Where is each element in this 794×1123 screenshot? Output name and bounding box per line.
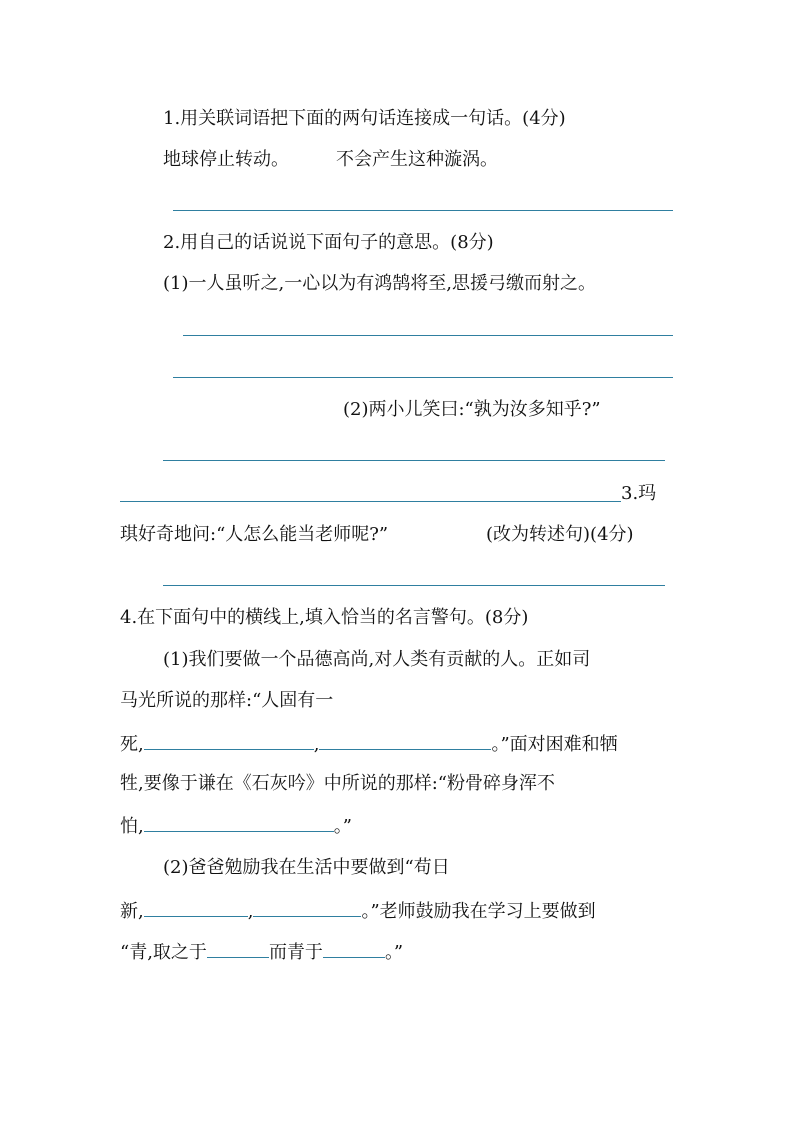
q4-p2-line3-mid: 而青于 — [268, 942, 323, 963]
q4-p1-line1: (1)我们要做一个品德高尚,对人类有贡献的人。正如司 — [163, 649, 591, 670]
q1-title: 1.用关联词语把下面的两句话连接成一句话。(4分) — [163, 108, 566, 129]
q4-p2-line2-start: 新, — [120, 901, 144, 922]
q2-sub1: (1)一人虽听之,一心以为有鸿鹄将至,思援弓缴而射之。 — [163, 273, 596, 294]
q4-p2-line3 — [120, 939, 403, 965]
q3-number: 3.玛 — [621, 483, 657, 504]
q4-p2-line1: (2)爸爸勉励我在生活中要做到“苟日 — [163, 857, 450, 878]
q1-sentence-a: 地球停止转动。 — [163, 149, 289, 170]
q2-sub2-answer-line-1[interactable] — [163, 460, 665, 461]
q4-p2-line2 — [120, 898, 596, 924]
q1-sentence-b: 不会产生这种漩涡。 — [336, 149, 498, 170]
blank-3[interactable] — [144, 813, 334, 832]
q4-p1-line2: 马光所说的那样:“人固有一 — [120, 690, 334, 711]
q4-p1-line3-start: 死, — [120, 734, 144, 755]
blank-1[interactable] — [144, 731, 314, 750]
blank-6[interactable] — [207, 939, 269, 958]
q2-sub1-answer-line-1[interactable] — [183, 335, 673, 336]
q4-p1-line3 — [120, 731, 618, 757]
q4-title: 4.在下面句中的横线上,填入恰当的名言警句。(8分) — [120, 607, 529, 628]
q1-answer-line[interactable] — [173, 210, 673, 211]
blank-5[interactable] — [253, 898, 361, 917]
q2-title: 2.用自己的话说说下面句子的意思。(8分) — [163, 232, 494, 253]
q2-sub2: (2)两小儿笑曰:“孰为汝多知乎?” — [343, 399, 601, 420]
q4-p2-line2-end: 。”老师鼓励我在学习上要做到 — [361, 901, 596, 922]
q4-p1-line4: 牲,要像于谦在《石灰吟》中所说的那样:“粉骨碎身浑不 — [120, 773, 555, 794]
q4-p2-line2-comma: , — [247, 901, 254, 922]
blank-2[interactable] — [319, 731, 491, 750]
blank-7[interactable] — [323, 939, 385, 958]
q2-sub1-answer-line-2[interactable] — [173, 377, 673, 378]
q4-p1-line5 — [120, 813, 352, 839]
q4-p1-line3-end: 。”面对困难和牺 — [491, 734, 618, 755]
q4-p1-line5-start: 怕, — [120, 816, 144, 837]
q4-p2-line3-start: “青,取之于 — [120, 942, 207, 963]
q2-sub2-answer-line-2[interactable] — [120, 501, 621, 502]
q3-text: 琪好奇地问:“人怎么能当老师呢?” — [120, 524, 389, 545]
q4-p1-line3-comma: , — [313, 734, 320, 755]
q4-p2-line3-end: 。” — [384, 942, 404, 963]
blank-4[interactable] — [144, 898, 248, 917]
q3-instruction: (改为转述句)(4分) — [486, 524, 634, 545]
q3-answer-line[interactable] — [163, 585, 665, 586]
q4-p1-line5-end: 。” — [333, 816, 352, 837]
